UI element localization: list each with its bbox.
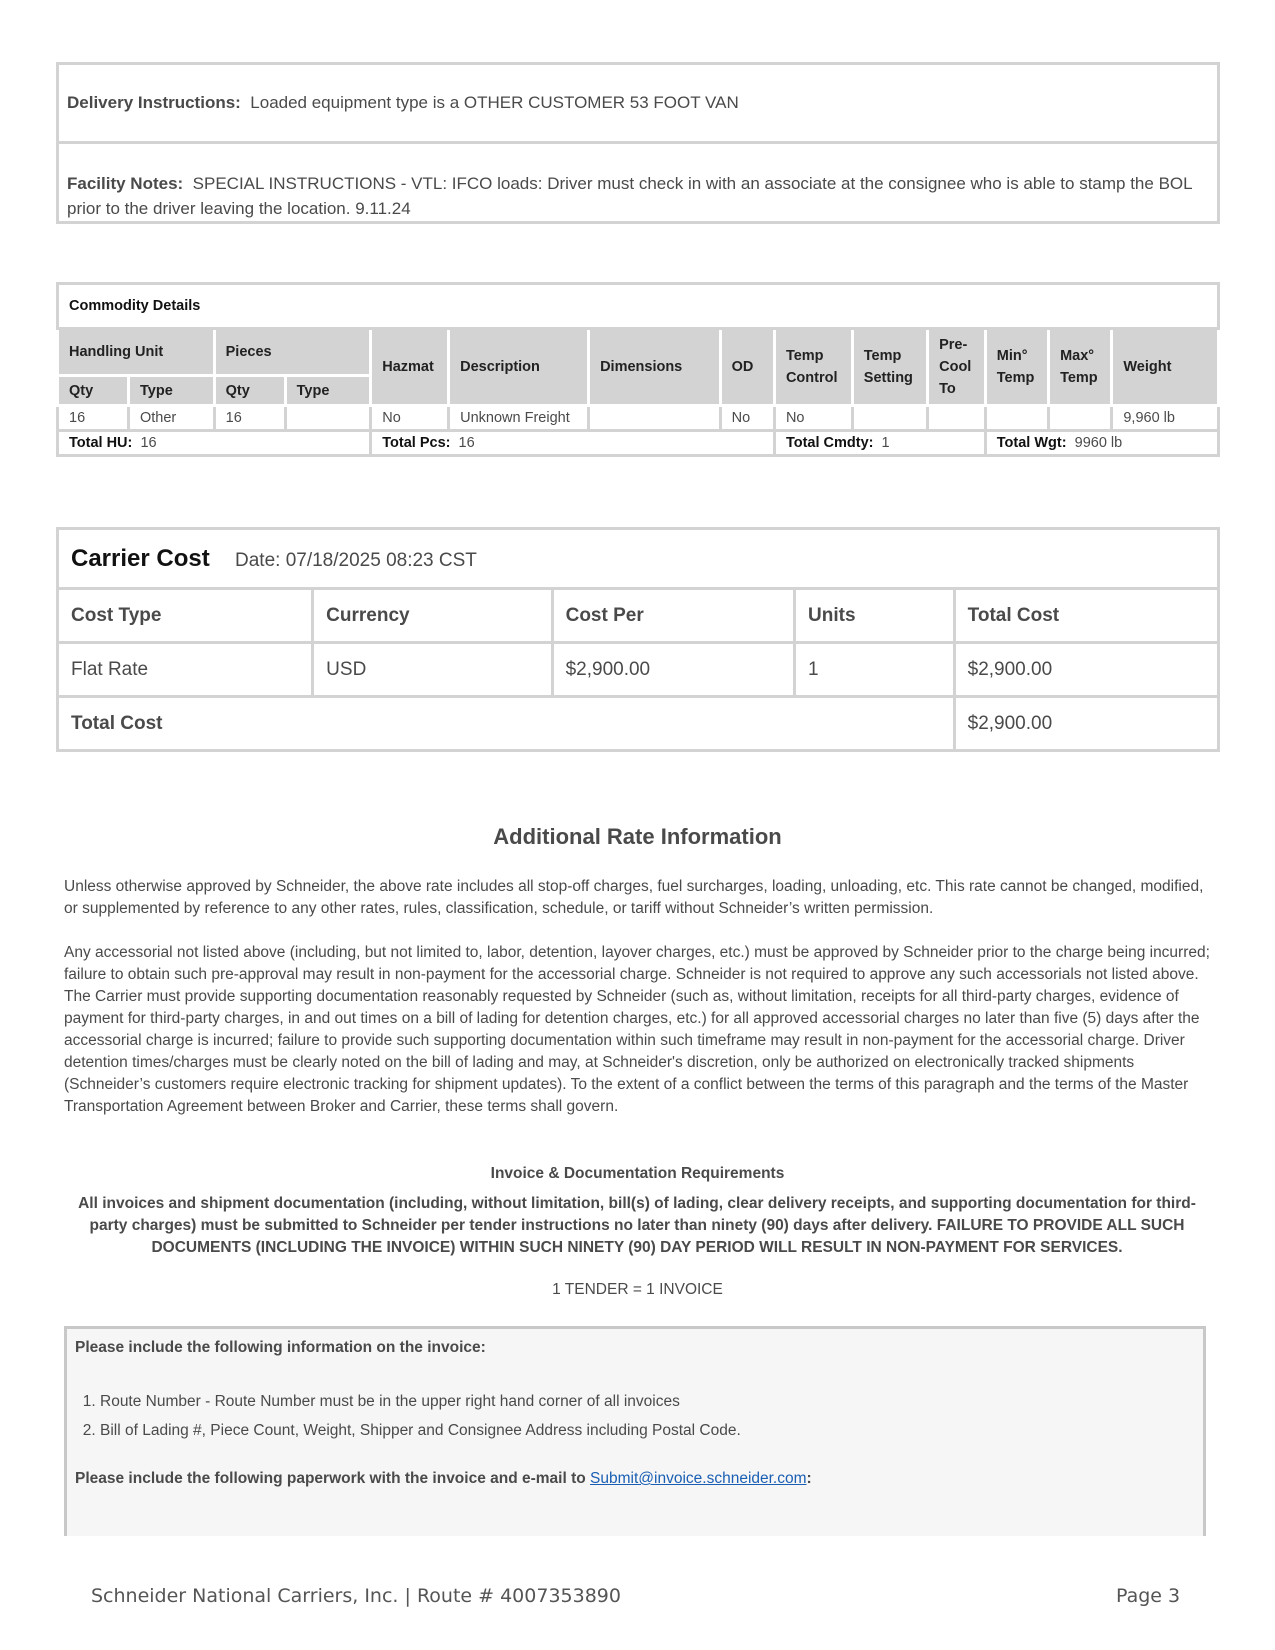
totals-row <box>58 431 1219 456</box>
delivery-instructions-row <box>59 65 1217 144</box>
invoice-info-list <box>67 1387 741 1445</box>
units-cell: 1 <box>795 643 955 697</box>
max-temp-cell <box>1049 406 1112 431</box>
hazmat-header: Hazmat <box>371 329 449 406</box>
pre-cool-cell <box>928 406 986 431</box>
pc-type-header: Type <box>285 376 371 406</box>
total-cmdty: Total Cmdty: 1 <box>774 431 985 456</box>
delivery-instructions-value: Loaded equipment type is a OTHER CUSTOMER 53 FOOT VAN <box>250 93 739 112</box>
min-temp-header: Min° Temp <box>985 329 1048 406</box>
commodity-details-title: Commodity Details <box>58 284 1219 329</box>
hazmat-cell: No <box>371 406 449 431</box>
cost-type-header: Cost Type <box>58 589 313 643</box>
units-header: Units <box>795 589 955 643</box>
temp-control-cell: No <box>774 406 852 431</box>
currency-cell: USD <box>313 643 552 697</box>
additional-rate-title: Additional Rate Information <box>493 824 782 849</box>
pieces-header: Pieces <box>214 329 371 376</box>
total-cost-header: Total Cost <box>954 589 1218 643</box>
list-item: 2. Bill of Lading #, Piece Count, Weight, Shipper and Consignee Address including Postal Code. <box>100 1416 741 1445</box>
carrier-cost-date: Date: 07/18/2025 08:23 CST <box>235 549 477 571</box>
temp-setting-cell <box>852 406 927 431</box>
carrier-cost-table <box>56 527 1220 752</box>
cost-type-cell: Flat Rate <box>58 643 313 697</box>
od-header: OD <box>720 329 774 406</box>
weight-header: Weight <box>1112 329 1219 406</box>
cost-per-cell: $2,900.00 <box>552 643 794 697</box>
handling-unit-header: Handling Unit <box>58 329 215 376</box>
weight-cell: 9,960 lb <box>1112 406 1219 431</box>
carrier-cost-title: Carrier Cost <box>71 544 210 572</box>
paperwork-heading-text: Please include the following paperwork with the invoice and e-mail to <box>75 1470 586 1487</box>
description-header: Description <box>449 329 589 406</box>
total-wgt: Total Wgt: 9960 lb <box>985 431 1218 456</box>
cost-per-header: Cost Per <box>552 589 794 643</box>
submit-email-link[interactable]: Submit@invoice.schneider.com <box>590 1470 807 1487</box>
currency-header: Currency <box>313 589 552 643</box>
pc-qty-header: Qty <box>214 376 285 406</box>
table-row <box>58 643 1219 697</box>
dimensions-cell <box>589 406 721 431</box>
pc-type-cell <box>285 406 371 431</box>
hu-qty-header: Qty <box>58 376 129 406</box>
colon-text: : <box>806 1470 812 1487</box>
description-cell: Unknown Freight <box>449 406 589 431</box>
total-cost-value: $2,900.00 <box>954 697 1218 751</box>
od-cell: No <box>720 406 774 431</box>
invoice-info-box <box>64 1326 1206 1536</box>
facility-notes-value: SPECIAL INSTRUCTIONS - VTL: IFCO loads: Driver must check in with an associate at the consignee who is able to stamp the BOL prior to the driver leaving the location. 9.11.24 <box>67 174 1192 218</box>
invoice-requirements-body: All invoices and shipment documentation (including, without limitation, bill(s) of lading, clear delivery receipts, and supporting documentation for third-party charges) must be submitted to Schneider per tender instructions no later than ninety (90) days after delivery. FAILURE TO PROVIDE ALL SUCH DOCUMENTS (INCLUDING THE INVOICE) WITHIN SUCH NINETY (90) DAY PERIOD WILL RESULT IN NON-PAYMENT FOR SERVICES. <box>78 1195 1196 1256</box>
total-pcs: Total Pcs: 16 <box>371 431 775 456</box>
cost-total-row <box>58 697 1219 751</box>
pre-cool-header: Pre- Cool To <box>928 329 986 406</box>
table-row <box>58 406 1219 431</box>
footer-page-number: Page 3 <box>1116 1585 1181 1607</box>
commodity-details-table <box>56 282 1220 457</box>
total-hu: Total HU: 16 <box>58 431 371 456</box>
invoice-requirements-title: Invoice & Documentation Requirements <box>490 1165 785 1182</box>
invoice-info-heading: Please include the following information on the invoice: <box>75 1339 486 1356</box>
max-temp-header: Max° Temp <box>1049 329 1112 406</box>
delivery-instructions-label: Delivery Instructions: <box>67 93 241 112</box>
instructions-box <box>56 62 1220 224</box>
rate-paragraph-2: Any accessorial not listed above (including, but not limited to, labor, detention, layover charges, etc.) must be approved by Schneider prior to the charge being incurred; failure to obtain such pre-approval may result in non-payment for the accessorial charge. Schneider is not required to approve any such accessorials not listed above. The Carrier must provide supporting documentation reasonably requested by Schneider (such as, without limitation, receipts for all third-party charges, evidence of payment for third-party charges, in and out times on a bill of lading for detention charges, etc.) for all approved accessorial charges no later than five (5) days after the accessorial charge is incurred; failure to provide such supporting documentation within such timeframe may result in non-payment for the accessorial charge. Driver detention times/charges must be clearly noted on the bill of lading and may, at Schneider's discretion, only be authorized on electronically tracked shipments (Schneider’s customers require electronic tracking for shipment updates). To the extent of a conflict between the terms of this paragraph and the terms of the Master Transportation Agreement between Broker and Carrier, these terms shall govern. <box>64 944 1210 1115</box>
temp-control-header: Temp Control <box>774 329 852 406</box>
facility-notes-label: Facility Notes: <box>67 174 184 193</box>
hu-type-cell: Other <box>129 406 215 431</box>
list-item: 1. Route Number - Route Number must be in the upper right hand corner of all invoices <box>100 1387 741 1416</box>
total-cost-cell: $2,900.00 <box>954 643 1218 697</box>
pc-qty-cell: 16 <box>214 406 285 431</box>
min-temp-cell <box>985 406 1048 431</box>
hu-type-header: Type <box>129 376 215 406</box>
hu-qty-cell: 16 <box>58 406 129 431</box>
total-cost-label: Total Cost <box>58 697 955 751</box>
tender-invoice-note: 1 TENDER = 1 INVOICE <box>552 1281 723 1298</box>
paperwork-heading <box>75 1470 812 1488</box>
cost-header-row <box>58 589 1219 643</box>
rate-paragraph-1: Unless otherwise approved by Schneider, the above rate includes all stop-off charges, fuel surcharges, loading, unloading, etc. This rate cannot be changed, modified, or supplemented by reference to any other rates, rules, classification, schedule, or tariff without Schneider’s written permission. <box>64 878 1204 917</box>
temp-setting-header: Temp Setting <box>852 329 927 406</box>
footer-company-route: Schneider National Carriers, Inc. | Route # 4007353890 <box>91 1585 621 1607</box>
carrier-cost-title-cell <box>58 529 1219 589</box>
dimensions-header: Dimensions <box>589 329 721 406</box>
